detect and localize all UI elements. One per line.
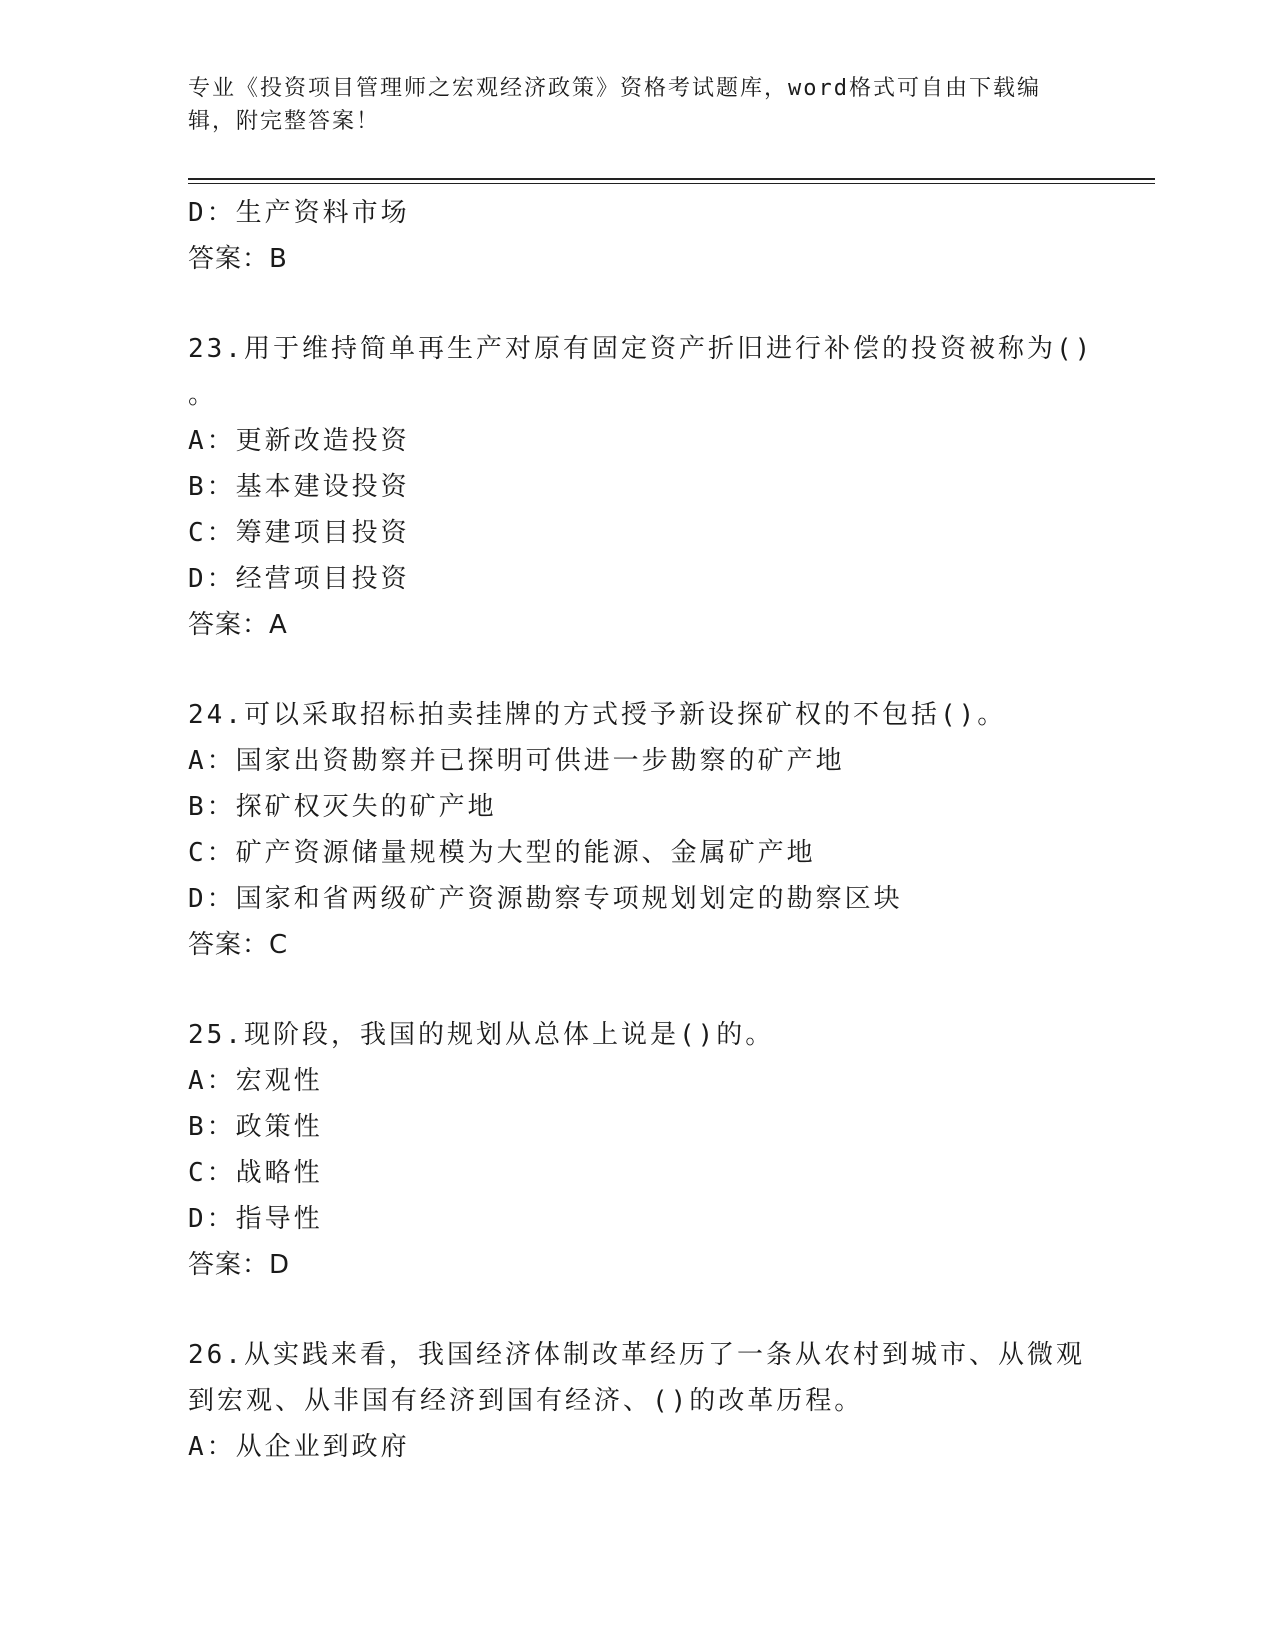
answer: 答案：A — [188, 610, 288, 640]
question-list — [188, 190, 1094, 1470]
header-divider — [188, 178, 1155, 180]
question-stem-continued: 到宏观、从非国有经济到国有经济、()的改革历程。 — [188, 1386, 864, 1416]
answer: 答案：D — [188, 1250, 291, 1280]
option-d: D：生产资料市场 — [188, 198, 410, 228]
question-25 — [188, 1012, 1088, 1288]
header-divider-thin — [188, 183, 1155, 184]
option-a: A：宏观性 — [188, 1066, 323, 1096]
option-b: B：基本建设投资 — [188, 472, 410, 502]
option-a: A：从企业到政府 — [188, 1432, 410, 1462]
answer: 答案：B — [188, 244, 288, 274]
answer: 答案：C — [188, 930, 289, 960]
option-c: C：战略性 — [188, 1158, 323, 1188]
option-a: A：更新改造投资 — [188, 426, 410, 456]
question-24 — [188, 692, 1088, 968]
option-d: D：国家和省两级矿产资源勘察专项规划划定的勘察区块 — [188, 884, 903, 914]
option-b: B：政策性 — [188, 1112, 323, 1142]
option-d: D：指导性 — [188, 1204, 323, 1234]
option-c: C：筹建项目投资 — [188, 518, 410, 548]
question-23 — [188, 326, 1094, 648]
question-stem: 26.从实践来看，我国经济体制改革经历了一条从农村到城市、从微观 — [188, 1340, 1085, 1370]
question-stem-continued: 。 — [188, 380, 218, 410]
question-stem: 25.现阶段，我国的规划从总体上说是()的。 — [188, 1020, 775, 1050]
option-a: A：国家出资勘察并已探明可供进一步勘察的矿产地 — [188, 746, 845, 776]
document-header: 专业《投资项目管理师之宏观经济政策》资格考试题库，word格式可自由下载编辑，附完整答案！ — [188, 76, 1041, 134]
question-stem: 24.可以采取招标拍卖挂牌的方式授予新设探矿权的不包括()。 — [188, 700, 1007, 730]
option-b: B：探矿权灭失的矿产地 — [188, 792, 497, 822]
option-c: C：矿产资源储量规模为大型的能源、金属矿产地 — [188, 838, 816, 868]
option-d: D：经营项目投资 — [188, 564, 410, 594]
question-stem: 23.用于维持简单再生产对原有固定资产折旧进行补偿的投资被称为() — [188, 334, 1094, 364]
question-26 — [188, 1332, 1088, 1470]
